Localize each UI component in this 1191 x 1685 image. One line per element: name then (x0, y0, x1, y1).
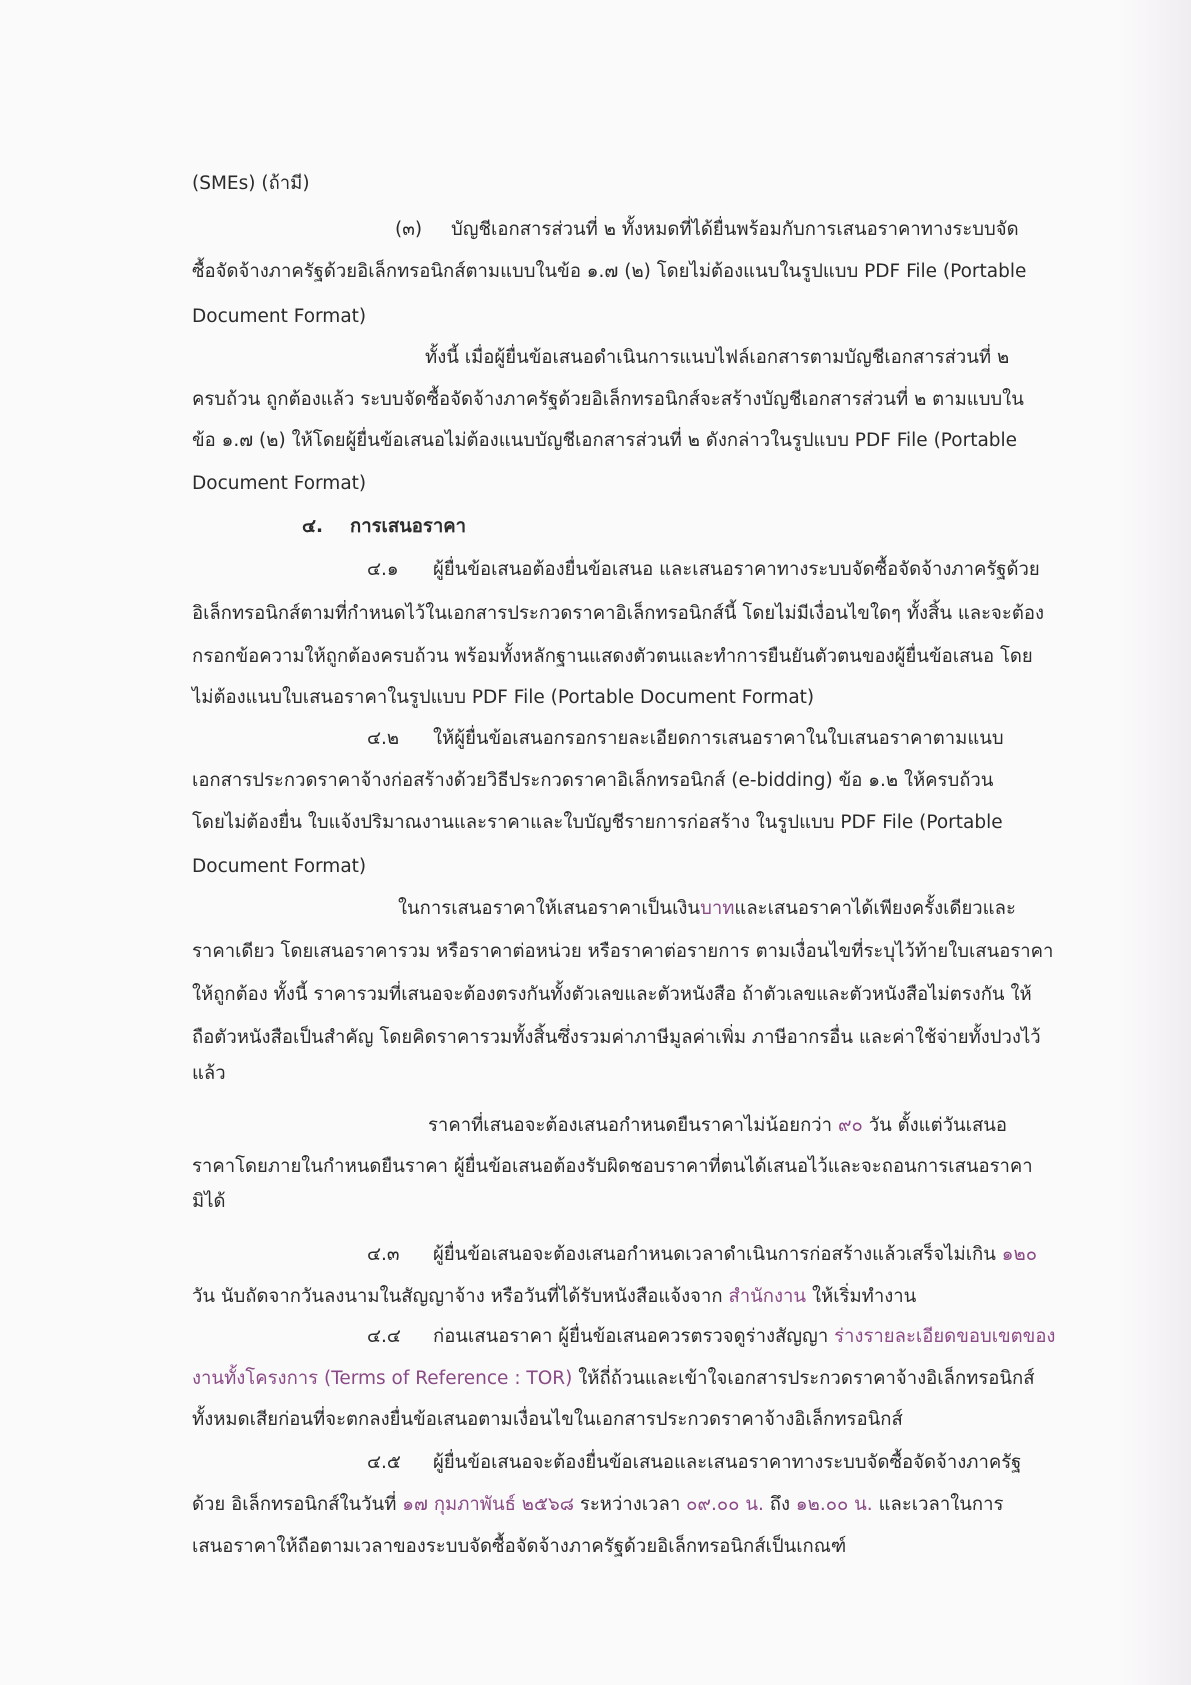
s42-text-4: Document Format) (192, 856, 367, 877)
s43-text-1-pre: ผู้ยื่นข้อเสนอจะต้องเสนอกำหนดเวลาดำเนินการก่อสร้างแล้วเสร็จไม่เกิน (433, 1244, 996, 1265)
note-line1 (0, 341, 1191, 375)
s44-text-1-pre: ก่อนเสนอราคา ผู้ยื่นข้อเสนอควรตรวจดูร่างสัญญา (433, 1326, 829, 1347)
note-line3 (0, 424, 1191, 458)
end-time-highlight: ๑๒.๐๐ น. (795, 1494, 873, 1515)
s42-line2 (0, 764, 1191, 798)
s43-text-1 (433, 1238, 1037, 1272)
s43-line2 (0, 1280, 1191, 1314)
s45-line2 (0, 1488, 1191, 1522)
s42-number: ๔.๒ (367, 728, 400, 749)
s44-text-1 (433, 1320, 1055, 1354)
price-line2 (0, 935, 1191, 969)
validity-line2 (0, 1150, 1191, 1184)
s42-line3 (0, 806, 1191, 840)
sme-note: (SMEs) (ถ้ามี) (192, 173, 310, 194)
note-line2 (0, 383, 1191, 417)
note-text-3: ข้อ ๑.๗ (๒) ให้โดยผู้ยื่นข้อเสนอไม่ต้องแนบบัญชีเอกสารส่วนที่ ๒ ดังกล่าวในรูปแบบ PDF File (Portable (192, 430, 1018, 451)
s44-text-2-post: ให้ถี่ถ้วนและเข้าใจเอกสารประกวดราคาจ้างอิเล็กทรอนิกส์ (578, 1368, 1035, 1389)
s41-line3 (0, 640, 1191, 674)
note-text-4: Document Format) (192, 473, 367, 494)
validity-text-2: ราคาโดยภายในกำหนดยืนราคา ผู้ยื่นข้อเสนอต้องรับผิดชอบราคาที่ตนได้เสนอไว้และจะถอนการเสนอราคา (192, 1156, 1033, 1177)
s42-text-2: เอกสารประกวดราคาจ้างก่อสร้างด้วยวิธีประกวดราคาอิเล็กทรอนิกส์ (e-bidding) ข้อ ๑.๒ ให้ครบถ้วน (192, 770, 994, 791)
item3-text-3: Document Format) (192, 306, 367, 327)
price-text-1 (398, 892, 1016, 926)
s42-line1 (0, 722, 1191, 756)
validity-line3 (0, 1185, 1191, 1219)
s45-text-2-pre: ด้วย อิเล็กทรอนิกส์ในวันที่ (192, 1494, 397, 1515)
s41-line1 (0, 553, 1191, 587)
section4-title: การเสนอราคา (350, 516, 466, 537)
price-line3 (0, 978, 1191, 1012)
validity-text-1 (428, 1109, 1007, 1143)
s43-text-2-pre: วัน นับถัดจากวันลงนามในสัญญาจ้าง หรือวันที่ได้รับหนังสือแจ้งจาก (192, 1286, 723, 1307)
s43-number: ๔.๓ (367, 1244, 400, 1265)
s45-line3 (0, 1530, 1191, 1564)
s44-line1 (0, 1320, 1191, 1354)
s43-text-2 (192, 1280, 916, 1314)
s45-text-2 (192, 1488, 1003, 1522)
validity-text-1-post: วัน ตั้งแต่วันเสนอ (868, 1115, 1007, 1136)
s41-text-3: กรอกข้อความให้ถูกต้องครบถ้วน พร้อมทั้งหลักฐานแสดงตัวตนและทำการยืนยันตัวตนของผู้ยื่นข้อเสนอ โดย (192, 646, 1033, 667)
price-line1 (0, 892, 1191, 926)
s41-text-2: อิเล็กทรอนิกส์ตามที่กำหนดไว้ในเอกสารประกวดราคาอิเล็กทรอนิกส์นี้ โดยไม่มีเงื่อนไขใดๆ ทั้งสิ้น และจะต้อง (192, 603, 1044, 624)
s42-line4 (0, 850, 1191, 884)
validity-text-1-pre: ราคาที่เสนอจะต้องเสนอกำหนดยืนราคาไม่น้อยกว่า (428, 1115, 833, 1136)
s45-to: ถึง (769, 1494, 790, 1515)
s44-text-2 (192, 1362, 1035, 1396)
validity-text-3: มิได้ (192, 1191, 226, 1212)
s45-text-3: เสนอราคาให้ถือตามเวลาของระบบจัดซื้อจัดจ้างภาครัฐด้วยอิเล็กทรอนิกส์เป็นเกณฑ์ (192, 1536, 847, 1557)
s45-line1 (0, 1446, 1191, 1480)
price-text-5: แล้ว (192, 1063, 226, 1084)
s41-line4 (0, 681, 1191, 715)
s41-text-1: ผู้ยื่นข้อเสนอต้องยื่นข้อเสนอ และเสนอราคาทางระบบจัดซื้อจัดจ้างภาครัฐด้วย (433, 559, 1040, 580)
office-highlight: สำนักงาน (728, 1286, 807, 1307)
s41-number: ๔.๑ (367, 559, 399, 580)
section4-number: ๔. (302, 516, 324, 537)
sme-note-line (0, 167, 1191, 201)
item3-text-2: ซื้อจัดจ้างภาครัฐด้วยอิเล็กทรอนิกส์ตามแบบในข้อ ๑.๗ (๒) โดยไม่ต้องแนบในรูปแบบ PDF File (Portable (192, 261, 1027, 282)
s44-number: ๔.๔ (367, 1326, 401, 1347)
s45-between: ระหว่างเวลา (579, 1494, 681, 1515)
tor-highlight-2: งานทั้งโครงการ (Terms of Reference : TOR) (192, 1368, 573, 1389)
tor-highlight-1: ร่างรายละเอียดขอบเขตของ (834, 1326, 1056, 1347)
s42-text-1: ให้ผู้ยื่นข้อเสนอกรอกรายละเอียดการเสนอราคาในใบเสนอราคาตามแนบ (433, 728, 1004, 749)
price-line5 (0, 1057, 1191, 1091)
validity-days-highlight: ๙๐ (837, 1115, 863, 1136)
s45-text-2-post: และเวลาในการ (878, 1494, 1004, 1515)
price-text-3: ให้ถูกต้อง ทั้งนี้ ราคารวมที่เสนอจะต้องตรงกันทั้งตัวเลขและตัวหนังสือ ถ้าตัวเลขและตัวหนังสือไม่ตรงกัน ให้ (192, 984, 1032, 1005)
currency-highlight: บาท (700, 898, 735, 919)
note-text-1: ทั้งนี้ เมื่อผู้ยื่นข้อเสนอดำเนินการแนบไฟล์เอกสารตามบัญชีเอกสารส่วนที่ ๒ (425, 347, 1010, 368)
note-text-2: ครบถ้วน ถูกต้องแล้ว ระบบจัดซื้อจัดจ้างภาครัฐด้วยอิเล็กทรอนิกส์จะสร้างบัญชีเอกสารส่วนที่ ๒ ตามแบบใน (192, 389, 1024, 410)
s43-days-highlight: ๑๒๐ (1001, 1244, 1037, 1265)
s43-line1 (0, 1238, 1191, 1272)
price-text-2: ราคาเดียว โดยเสนอราคารวม หรือราคาต่อหน่วย หรือราคาต่อรายการ ตามเงื่อนไขที่ระบุไว้ท้ายใบเสนอราคา (192, 941, 1054, 962)
item3-line1 (0, 213, 1191, 247)
start-time-highlight: ๐๙.๐๐ น. (686, 1494, 764, 1515)
s44-line3 (0, 1403, 1191, 1437)
validity-line1 (0, 1109, 1191, 1143)
s45-number: ๔.๕ (367, 1452, 401, 1473)
s45-text-1: ผู้ยื่นข้อเสนอจะต้องยื่นข้อเสนอและเสนอราคาทางระบบจัดซื้อจัดจ้างภาครัฐ (433, 1452, 1022, 1473)
price-text-4: ถือตัวหนังสือเป็นสำคัญ โดยคิดราคารวมทั้งสิ้นซึ่งรวมค่าภาษีมูลค่าเพิ่ม ภาษีอากรอื่น และค่าใช้จ่ายทั้งปวงไว้ (192, 1027, 1041, 1048)
price-line4 (0, 1021, 1191, 1055)
note-line4 (0, 467, 1191, 501)
s42-text-3: โดยไม่ต้องยื่น ใบแจ้งปริมาณงานและราคาและใบบัญชีรายการก่อสร้าง ในรูปแบบ PDF File (Portable (192, 812, 1003, 833)
submission-date-highlight: ๑๗ กุมภาพันธ์ ๒๕๖๘ (402, 1494, 575, 1515)
s41-text-4: ไม่ต้องแนบใบเสนอราคาในรูปแบบ PDF File (Portable Document Format) (192, 687, 815, 708)
s44-line2 (0, 1362, 1191, 1396)
s41-line2 (0, 597, 1191, 631)
section4-heading (0, 510, 1191, 544)
item3-line2 (0, 255, 1191, 289)
item3-line3 (0, 300, 1191, 334)
s44-text-3: ทั้งหมดเสียก่อนที่จะตกลงยื่นข้อเสนอตามเงื่อนไขในเอกสารประกวดราคาจ้างอิเล็กทรอนิกส์ (192, 1409, 903, 1430)
s43-text-2-post: ให้เริ่มทำงาน (811, 1286, 917, 1307)
item3-text-1: บัญชีเอกสารส่วนที่ ๒ ทั้งหมดที่ได้ยื่นพร้อมกับการเสนอราคาทางระบบจัด (451, 219, 1019, 240)
price-text-1-post: และเสนอราคาได้เพียงครั้งเดียวและ (734, 898, 1016, 919)
item3-number: (๓) (395, 219, 423, 240)
price-text-1-pre: ในการเสนอราคาให้เสนอราคาเป็นเงิน (398, 898, 701, 919)
